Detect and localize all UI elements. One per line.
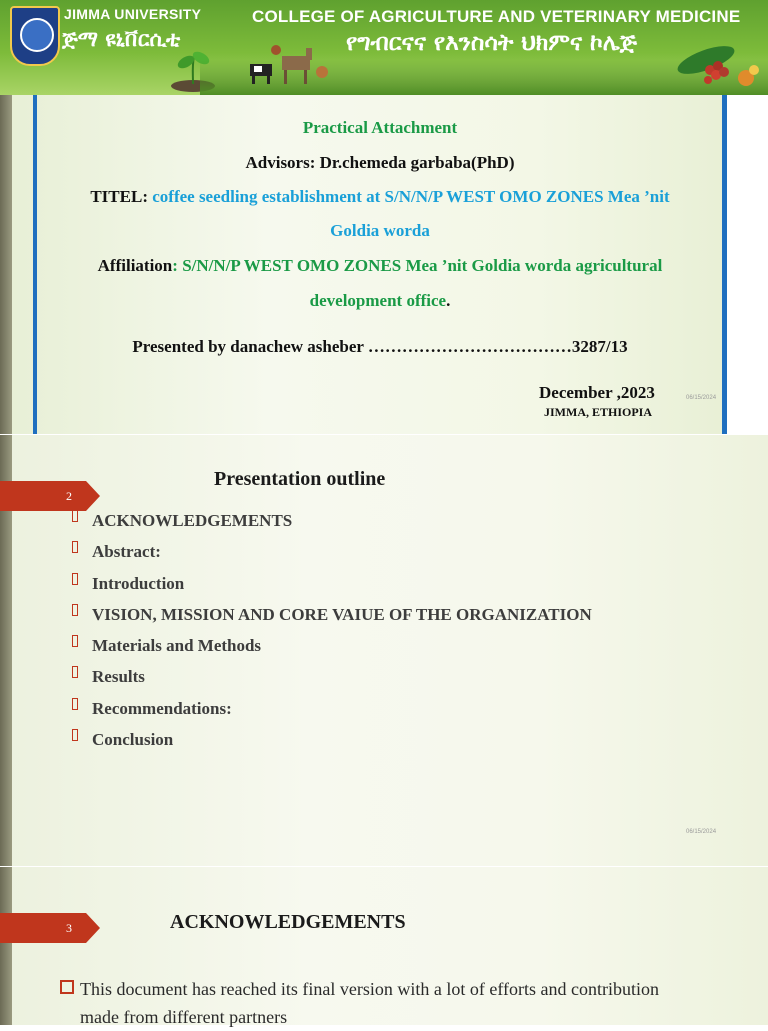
slide-number-tag — [0, 913, 86, 943]
title-label: TITEL: — [90, 187, 153, 206]
bullet-icon — [72, 510, 78, 522]
bullet-icon — [72, 666, 78, 678]
slide-footer-date: 06/15/2024 — [686, 395, 717, 401]
presentation-location: JIMMA, ETHIOPIA — [544, 405, 652, 419]
slide-footer-date: 06/15/2024 — [686, 829, 717, 835]
slide-left-strip — [0, 95, 12, 434]
list-item: Materials and Methods — [72, 636, 592, 667]
coffee-berries-image — [666, 40, 760, 90]
university-name-am: ጅማ ዩኒቨርሲቲ — [62, 27, 181, 51]
list-item: Abstract: — [72, 542, 592, 573]
acknowledgements-slide — [0, 866, 768, 1025]
blue-rule-left — [33, 95, 37, 434]
affiliation-line: Affiliation: S/N/N/P WEST OMO ZONES Mea ’nit Goldia worda agricultural — [97, 256, 663, 275]
bullet-icon — [72, 541, 78, 553]
affiliation-label: Affiliation — [97, 256, 173, 275]
outline-title: Presentation outline — [214, 468, 386, 490]
list-item: VISION, MISSION AND CORE VAIUE OF THE ORGANIZATION — [72, 605, 592, 636]
presentation-date: December ,2023 — [539, 383, 655, 402]
affiliation-line-continued: development office. — [309, 291, 451, 310]
university-logo — [10, 6, 60, 66]
list-item: ACKNOWLEDGEMENTS — [72, 511, 592, 542]
title-line — [40, 187, 720, 207]
college-name-am: የግብርናና የእንስሳት ህክምና ኮሌጅ — [346, 30, 638, 56]
bullet-icon — [72, 573, 78, 585]
slide-left-strip — [0, 867, 12, 1025]
title-slide — [0, 95, 768, 434]
slide-number: 2 — [66, 489, 72, 503]
list-item: Introduction — [72, 574, 592, 605]
bullet-icon — [72, 604, 78, 616]
affiliation-text-continued: development office — [309, 291, 447, 310]
title-text-continued: Goldia worda — [330, 221, 430, 240]
college-name-en: COLLEGE OF AGRICULTURE AND VETERINARY MEDICINE — [252, 7, 741, 26]
acknowledgements-title: ACKNOWLEDGEMENTS — [170, 911, 406, 933]
title-text: coffee seedling establishment at S/N/N/P WEST OMO ZONES Mea ’nit — [152, 187, 670, 206]
bullet-icon — [72, 635, 78, 647]
acknowledgements-body: This document has reached its final version with a lot of efforts and contribution made from different partners — [60, 975, 740, 1031]
list-item: Recommendations: — [72, 699, 592, 730]
list-item: Results — [72, 667, 592, 698]
list-item: Conclusion — [72, 730, 592, 761]
header-banner — [0, 0, 768, 95]
affiliation-text: S/N/N/P WEST OMO ZONES Mea ’nit Goldia worda agricultural — [182, 256, 663, 275]
slide-number: 3 — [66, 921, 72, 935]
checkbox-bullet-icon — [60, 980, 74, 994]
slide-number-tag — [0, 481, 86, 511]
bullet-icon — [72, 729, 78, 741]
presenter-line: Presented by danachew asheber ………………………………3287/13 — [132, 337, 628, 356]
outline-list — [72, 511, 592, 761]
bullet-icon — [72, 698, 78, 710]
university-name-en: JIMMA UNIVERSITY — [64, 6, 202, 22]
slide-heading: Practical Attachment — [302, 118, 458, 137]
farm-animals-image — [246, 42, 336, 88]
outline-slide — [0, 434, 768, 867]
advisors-line: Advisors: Dr.chemeda garbaba(PhD) — [245, 153, 515, 172]
